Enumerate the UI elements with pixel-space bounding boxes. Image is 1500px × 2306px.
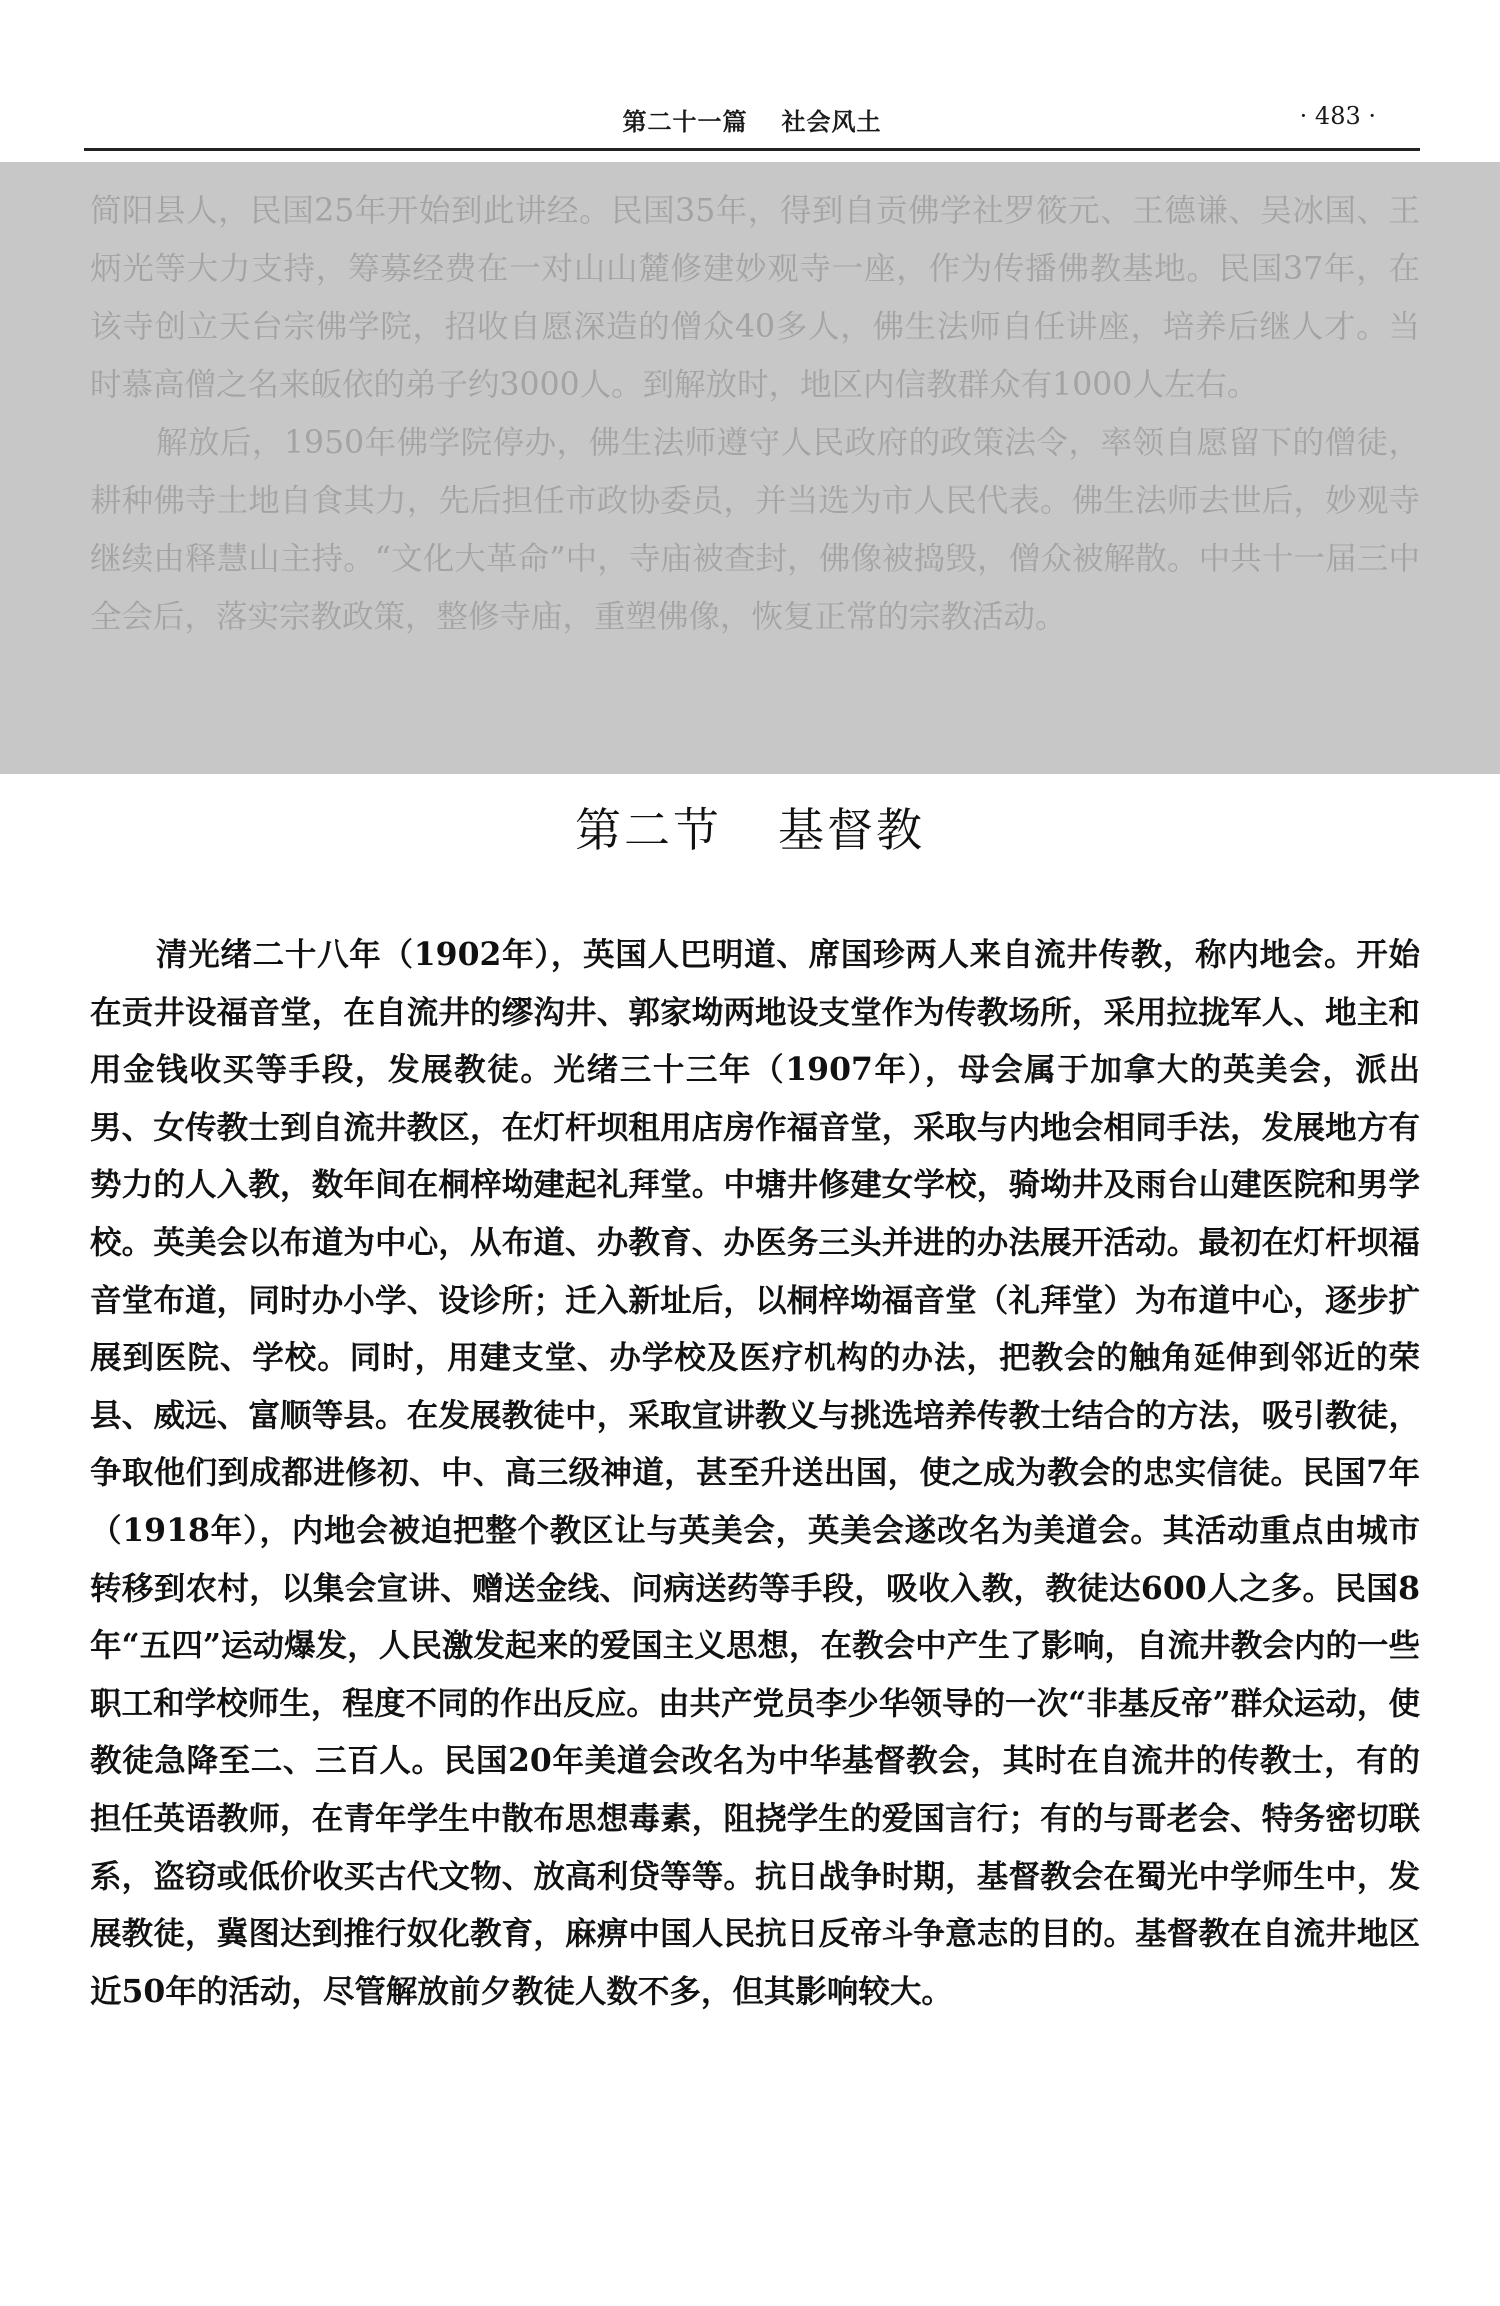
- continued-paragraph-1: 简阳县人，民国25年开始到此讲经。民国35年，得到自贡佛学社罗筱元、王德谦、吴冰国、王炳光等大力支持，筹募经费在一对山山麓修建妙观寺一座，作为传播佛教基地。民国37年，在该寺创立天台宗佛学院，招收自愿深造的僧众40多人，佛生法师自任讲座，培养后继人才。当时慕高僧之名来皈依的弟子约3000人。到解放时，地区内信教群众有1000人左右。: [90, 193, 1420, 403]
- part-title: 社会风土: [781, 108, 882, 136]
- running-header: [84, 94, 1420, 151]
- continued-paragraph-2: 解放后，1950年佛学院停办，佛生法师遵守人民政府的政策法令，率领自愿留下的僧徒，耕种佛寺土地自食其力，先后担任市政协委员，并当选为市人民代表。佛生法师去世后，妙观寺继续由释慧山主持。“文化大革命”中，寺庙被查封，佛像被捣毁，僧众被解散。中共十一届三中全会后，落实宗教政策，整修寺庙，重塑佛像，恢复正常的宗教活动。: [90, 425, 1420, 635]
- running-title: [84, 102, 1420, 137]
- section-heading: [0, 800, 1500, 860]
- part-label: 第二十一篇: [622, 108, 748, 136]
- shaded-continued-block: [0, 162, 1500, 774]
- continued-text: [90, 182, 1420, 646]
- section-number: 第二节: [575, 803, 722, 857]
- page-number: · 483 ·: [1299, 102, 1376, 130]
- section-body-paragraph: 清光绪二十八年（1902年），英国人巴明道、席国珍两人来自流井传教，称内地会。开始在贡井设福音堂，在自流井的缪沟井、郭家坳两地设支堂作为传教场所，采用拉拢军人、地主和用金钱收买等手段，发展教徒。光绪三十三年（1907年），母会属于加拿大的英美会，派出男、女传教士到自流井教区，在灯杆坝租用店房作福音堂，采取与内地会相同手法，发展地方有势力的人入教，数年间在桐梓坳建起礼拜堂。中塘井修建女学校，骑坳井及雨台山建医院和男学校。英美会以布道为中心，从布道、办教育、办医务三头并进的办法展开活动。最初在灯杆坝福音堂布道，同时办小学、设诊所；迁入新址后，以桐梓坳福音堂（礼拜堂）为布道中心，逐步扩展到医院、学校。同时，用建支堂、办学校及医疗机构的办法，把教会的触角延伸到邻近的荣县、威远、富顺等县。在发展教徒中，采取宣讲教义与挑选培养传教士结合的方法，吸引教徒，争取他们到成都进修初、中、高三级神道，甚至升送出国，使之成为教会的忠实信徒。民国7年（1918年），内地会被迫把整个教区让与英美会，英美会遂改名为美道会。其活动重点由城市转移到农村，以集会宣讲、赠送金线、问病送药等手段，吸收入教，教徒达600人之多。民国8年“五四”运动爆发，人民激发起来的爱国主义思想，在教会中产生了影响，自流井教会内的一些职工和学校师生，程度不同的作出反应。由共产党员李少华领导的一次“非基反帝”群众运动，使教徒急降至二、三百人。民国20年美道会改名为中华基督教会，其时在自流井的传教士，有的担任英语教师，在青年学生中散布思想毒素，阻挠学生的爱国言行；有的与哥老会、特务密切联系，盗窃或低价收买古代文物、放高利贷等等。抗日战争时期，基督教会在蜀光中学师生中，发展教徒，冀图达到推行奴化教育，麻痹中国人民抗日反帝斗争意志的目的。基督教在自流井地区近50年的活动，尽管解放前夕教徒人数不多，但其影响较大。: [90, 936, 1420, 2010]
- section-title: 基督教: [778, 803, 925, 857]
